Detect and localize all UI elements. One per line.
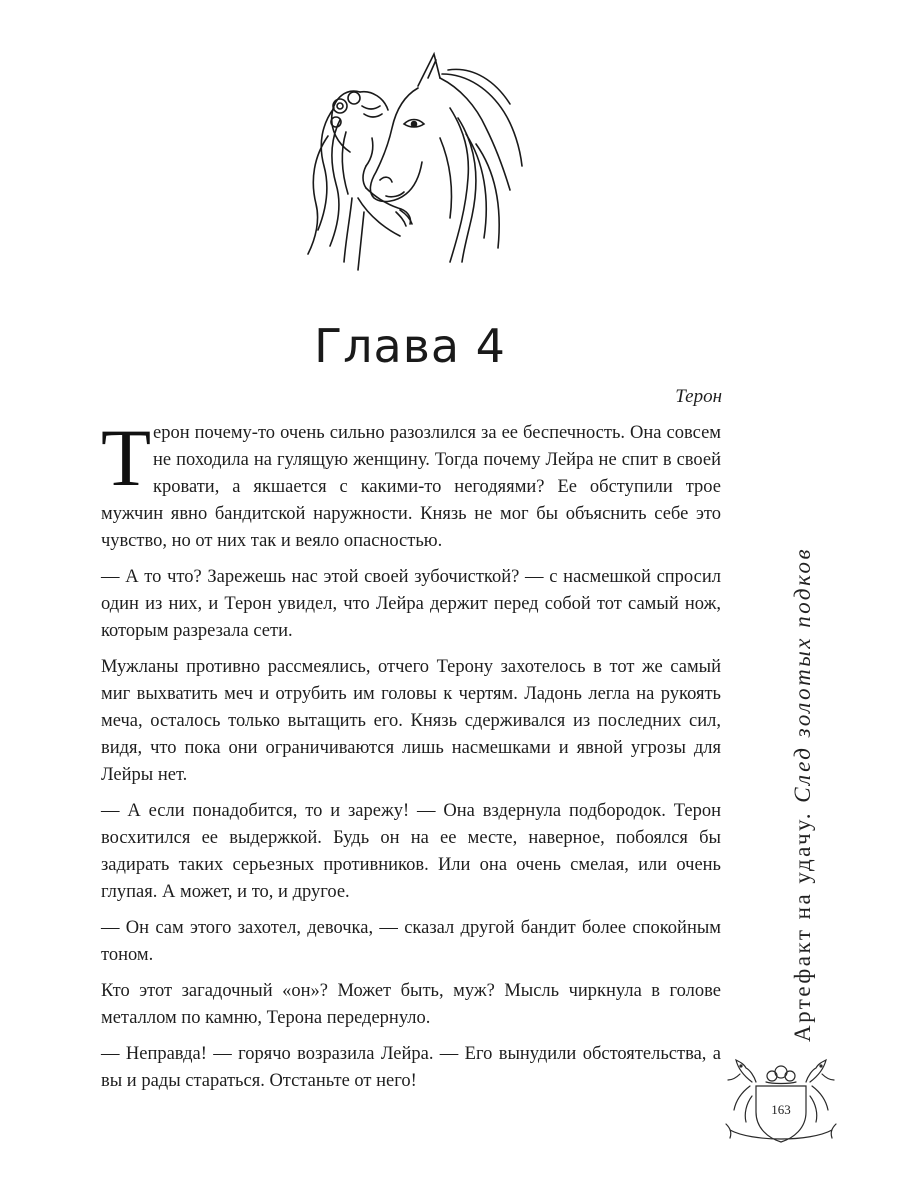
- chapter-title: Глава 4: [314, 318, 506, 373]
- paragraph-2: — А то что? Зарежешь нас этой своей зубочисткой? — с насмешкой спросил один из них, и Терон увидел, что Лейра держит перед собой тот самый нож, которым разрезала сети.: [101, 567, 721, 641]
- drop-cap: Т: [101, 412, 152, 503]
- horses-crest-emblem: [722, 1052, 840, 1148]
- paragraph-5: — Он сам этого захотел, девочка, — сказал другой бандит более спокойным тоном.: [101, 918, 721, 965]
- chapter-text: [101, 412, 721, 1104]
- running-book-title: [790, 547, 816, 1042]
- girl-with-horse-illustration: [300, 48, 530, 276]
- book-title-part-1: Артефакт на удачу.: [790, 811, 815, 1042]
- paragraph-1-text: ерон почему-то очень сильно разозлился за ее беспечность. Она совсем не походила на гулящую женщину. Тогда почему Лейра не спит в своей кровати, а якшается с какими-то негодяями? Ее обступили трое мужчин явно бандитской наружности. Князь не мог бы объяснить себе это чувство, но от них так и веяло опасностью.: [101, 423, 721, 551]
- paragraph-7: — Неправда! — горячо возразила Лейра. — Его вынудили обстоятельства, а вы и рады стараться. Отстаньте от него!: [101, 1044, 721, 1091]
- paragraph-3: Мужланы противно рассмеялись, отчего Терону захотелось в тот же самый миг выхватить меч и отрубить им головы к чертям. Ладонь легла на рукоять меча, осталось только вытащить его. Князь сдерживался из последних сил, видя, что пока они ограничиваются лишь насмешками и явной угрозы для Лейры нет.: [101, 657, 721, 785]
- pov-character-name: Терон: [675, 386, 722, 407]
- page-number: 163: [771, 1102, 791, 1117]
- paragraph-4: — А если понадобится, то и зарежу! — Она вздернула подбородок. Терон восхитился ее выдержкой. Будь он на ее месте, наверное, побоялся бы задирать таких серьезных противников. Или она очень смелая, или очень глупая. А может, и то, и другое.: [101, 801, 721, 902]
- paragraph-1: [101, 412, 721, 555]
- paragraph-6: Кто этот загадочный «он»? Может быть, муж? Мысль чиркнула в голове металлом по камню, Терона передернуло.: [101, 981, 721, 1028]
- book-title-part-2: След золотых подков: [790, 547, 815, 803]
